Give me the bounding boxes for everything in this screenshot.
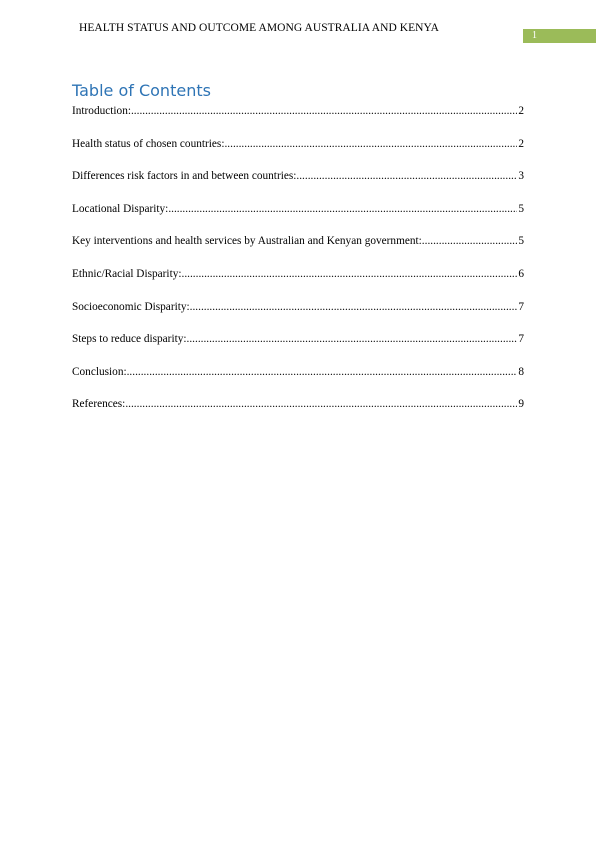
page-number-badge — [523, 29, 596, 43]
toc-entry-socioeconomic-disparity[interactable] — [72, 299, 524, 315]
dot-leader — [131, 103, 517, 119]
toc-entry-title: Differences risk factors in and between countries: — [72, 170, 297, 183]
dot-leader — [127, 364, 518, 380]
toc-entry-steps-reduce-disparity[interactable] — [72, 331, 524, 347]
toc-entry-page: 7 — [518, 300, 524, 313]
toc-entry-page: 8 — [518, 365, 524, 378]
toc-entry-page: 7 — [518, 333, 524, 346]
table-of-contents — [72, 103, 524, 429]
toc-entry-page: 2 — [518, 137, 524, 150]
toc-entry-risk-factors[interactable] — [72, 168, 524, 184]
dot-leader — [187, 331, 518, 347]
toc-entry-page: 5 — [518, 235, 524, 248]
toc-heading: Table of Contents — [72, 81, 211, 100]
toc-entry-title: Health status of chosen countries: — [72, 137, 225, 150]
toc-entry-page: 6 — [518, 267, 524, 280]
toc-entry-conclusion[interactable] — [72, 364, 524, 380]
toc-entry-title: Locational Disparity: — [72, 202, 169, 215]
toc-entry-title: Introduction: — [72, 105, 131, 117]
toc-entry-title: Steps to reduce disparity: — [72, 333, 187, 346]
dot-leader — [190, 299, 518, 315]
toc-entry-title: Key interventions and health services by Australian and Kenyan government: — [72, 235, 422, 248]
toc-entry-ethnic-disparity[interactable] — [72, 266, 524, 282]
toc-entry-page: 3 — [518, 170, 524, 183]
dot-leader — [168, 201, 517, 217]
dot-leader — [224, 136, 517, 152]
toc-entry-title: References: — [72, 398, 126, 411]
toc-entry-page: 9 — [518, 398, 524, 411]
dot-leader — [125, 396, 517, 412]
toc-entry-health-status[interactable] — [72, 136, 524, 152]
toc-entry-title: Ethnic/Racial Disparity: — [72, 267, 182, 280]
dot-leader — [296, 168, 517, 184]
toc-entry-references[interactable] — [72, 396, 524, 412]
toc-entry-title: Socioeconomic Disparity: — [72, 300, 190, 313]
page-number: 1 — [532, 30, 537, 41]
toc-entry-locational-disparity[interactable] — [72, 201, 524, 217]
dot-leader — [422, 233, 518, 249]
toc-entry-title: Conclusion: — [72, 365, 127, 378]
toc-entry-page: 2 — [518, 105, 524, 117]
dot-leader — [182, 266, 518, 282]
toc-entry-key-interventions[interactable] — [72, 233, 524, 249]
toc-entry-introduction[interactable] — [72, 103, 524, 119]
toc-entry-page: 5 — [518, 202, 524, 215]
running-header: HEALTH STATUS AND OUTCOME AMONG AUSTRALIA AND KENYA — [79, 22, 439, 34]
